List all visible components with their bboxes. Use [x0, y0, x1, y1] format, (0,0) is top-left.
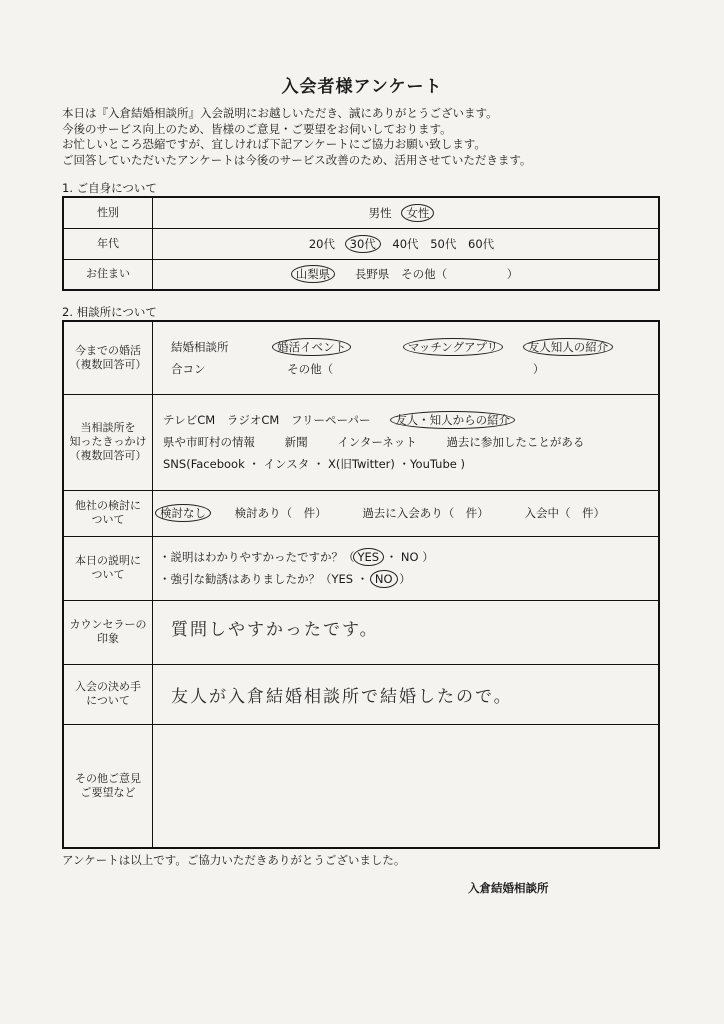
q1-close: ） [422, 550, 434, 564]
trigger-label-line1: 当相談所を [80, 421, 136, 434]
comments-label-line1: その他ご意見 [75, 771, 141, 785]
option-other[interactable]: その他（ [401, 267, 448, 282]
option-participated[interactable]: 過去に参加したことがある [446, 435, 585, 449]
past-line-2 [153, 358, 658, 380]
option-30s-circled[interactable]: 30代 [345, 235, 381, 253]
comments-label [63, 724, 153, 848]
trigger-options[interactable] [153, 394, 660, 490]
option-internet[interactable]: インターネット [337, 435, 417, 449]
option-tvcm[interactable]: テレビCM [163, 413, 216, 427]
trigger-label-line2: 知ったきっかけ [69, 435, 147, 448]
gender-label: 性別 [63, 197, 153, 228]
option-friend-intro-circled[interactable]: 友人・知人からの紹介 [390, 411, 515, 429]
past-label-line1: 今までの婚活 [75, 343, 141, 357]
decision-label-line2: について [86, 694, 130, 707]
option-male[interactable]: 男性 [368, 205, 392, 220]
option-current-member[interactable]: 入会中（ 件） [524, 506, 605, 520]
section1-table [62, 196, 660, 291]
option-app-circled[interactable]: マッチングアプリ [403, 338, 503, 356]
counselor-label [63, 600, 153, 664]
residence-row [63, 259, 659, 290]
organization-name: 入倉結婚相談所 [468, 881, 549, 895]
today-row [63, 536, 659, 600]
counselor-answer-cell[interactable] [153, 600, 660, 664]
option-gokon[interactable]: 合コン [171, 361, 206, 376]
today-label-line1: 本日の説明に [75, 554, 141, 567]
past-label-line2: （複数回答可） [69, 357, 147, 371]
q2-no-circled[interactable]: NO [370, 570, 398, 588]
decision-label [63, 664, 153, 724]
intro-line: 本日は『入倉結婚相談所』入会説明にお越しいただき、誠にありがとうございます。 [62, 106, 498, 120]
decision-answer-cell[interactable] [153, 664, 660, 724]
residence-label: お住まい [63, 259, 153, 290]
trigger-line-2 [153, 431, 658, 453]
option-other-close: ） [506, 267, 519, 282]
section2-heading: 2. 相談所について [62, 305, 157, 319]
intro-line: ご回答していただいたアンケートは今後のサービス改善のため、活用させていただきます。 [62, 152, 532, 167]
others-row [63, 490, 659, 536]
intro-line: 今後のサービス向上のため、皆様のご意見・ご要望をお伺いしております。 [62, 121, 452, 136]
page-title: 入会者様アンケート [281, 77, 443, 97]
option-considered[interactable]: 検討あり（ 件） [234, 506, 327, 520]
trigger-label-line3: （複数回答可） [69, 449, 147, 462]
option-past-other[interactable]: その他（ [287, 361, 334, 376]
comments-row [63, 724, 659, 848]
option-yamanashi-circled[interactable]: 山梨県 [291, 265, 336, 283]
option-freepaper[interactable]: フリーペーパー [291, 413, 371, 427]
today-label [63, 536, 153, 600]
trigger-line-3 [153, 453, 658, 475]
trigger-row [63, 394, 659, 490]
option-40s[interactable]: 40代 [392, 236, 419, 251]
residence-options[interactable] [153, 259, 660, 290]
decision-answer: 友人が入倉結婚相談所で結婚したので。 [171, 686, 513, 707]
others-label-line1: 他社の検討に [75, 499, 141, 512]
today-q1: ・説明はわかりやすかったですか？（ YES ・ NO ） [159, 550, 434, 564]
others-line [153, 502, 658, 524]
option-nagano[interactable]: 長野県 [354, 267, 390, 282]
age-row [63, 228, 659, 259]
option-newspaper[interactable]: 新聞 [284, 435, 308, 449]
others-label [63, 490, 153, 536]
q1-no[interactable]: NO [400, 550, 419, 564]
age-label: 年代 [63, 228, 153, 259]
option-20s[interactable]: 20代 [308, 236, 335, 251]
comments-label-line2: ご要望など [80, 785, 136, 799]
option-60s[interactable]: 60代 [468, 236, 495, 251]
option-municipal[interactable]: 県や市町村の情報 [163, 435, 255, 449]
today-label-line2: ついて [91, 568, 125, 581]
trigger-label [63, 394, 153, 490]
others-label-line2: ついて [91, 513, 125, 526]
gender-options[interactable] [153, 197, 660, 228]
counselor-row [63, 600, 659, 664]
option-female-circled[interactable]: 女性 [401, 204, 434, 222]
today-q2: ・強引な勧誘はありましたか？（YES ・ NO ） [159, 572, 411, 586]
option-past-member[interactable]: 過去に入会あり（ 件） [362, 506, 489, 520]
others-options[interactable] [153, 490, 660, 536]
past-activities-row [63, 321, 659, 394]
past-activities-options[interactable] [153, 321, 660, 394]
past-activities-label [63, 321, 153, 394]
footer-text: アンケートは以上です。ご協力いただきありがとうございました。 [62, 853, 406, 867]
gender-row [63, 197, 659, 228]
option-50s[interactable]: 50代 [430, 236, 457, 251]
option-event-circled[interactable]: 婚活イベント [272, 338, 351, 356]
decision-label-line1: 入会の決め手 [75, 680, 141, 693]
q1-yes-circled[interactable]: YES [353, 548, 385, 566]
age-options[interactable] [153, 228, 660, 259]
today-questions [153, 536, 660, 600]
decision-row [63, 664, 659, 724]
q1-text: ・説明はわかりやすかったですか？（ [159, 550, 355, 564]
option-radiocm[interactable]: ラジオCM [226, 413, 280, 427]
comments-answer-cell[interactable] [153, 724, 660, 848]
section1-heading: 1. ご自身について [62, 181, 157, 195]
q2-text: ・強引な勧誘はありましたか？（ [159, 572, 332, 586]
counselor-label-line2: 印象 [97, 632, 119, 645]
trigger-line-1 [153, 409, 658, 431]
intro-line: お忙しいところ恐縮ですが、宜しければ下記アンケートにご協力お願い致します。 [62, 137, 486, 151]
intro-text [62, 106, 531, 168]
counselor-label-line1: カウンセラーの [69, 618, 147, 631]
section2-table [62, 320, 660, 849]
option-agency[interactable]: 結婚相談所 [171, 339, 229, 354]
counselor-answer: 質問しやすかったです。 [171, 619, 379, 640]
q2-yes[interactable]: YES [331, 572, 354, 586]
q2-close: ） [399, 572, 411, 586]
past-line-1 [153, 336, 658, 358]
option-sns[interactable]: SNS(Facebook ・ インスタ ・ X(旧Twitter) ・YouTube ) [163, 457, 465, 471]
option-past-other-close: ） [532, 361, 545, 376]
option-friend-circled[interactable]: 友人知人の紹介 [523, 338, 614, 356]
option-no-consideration-circled[interactable]: 検討なし [155, 504, 211, 522]
